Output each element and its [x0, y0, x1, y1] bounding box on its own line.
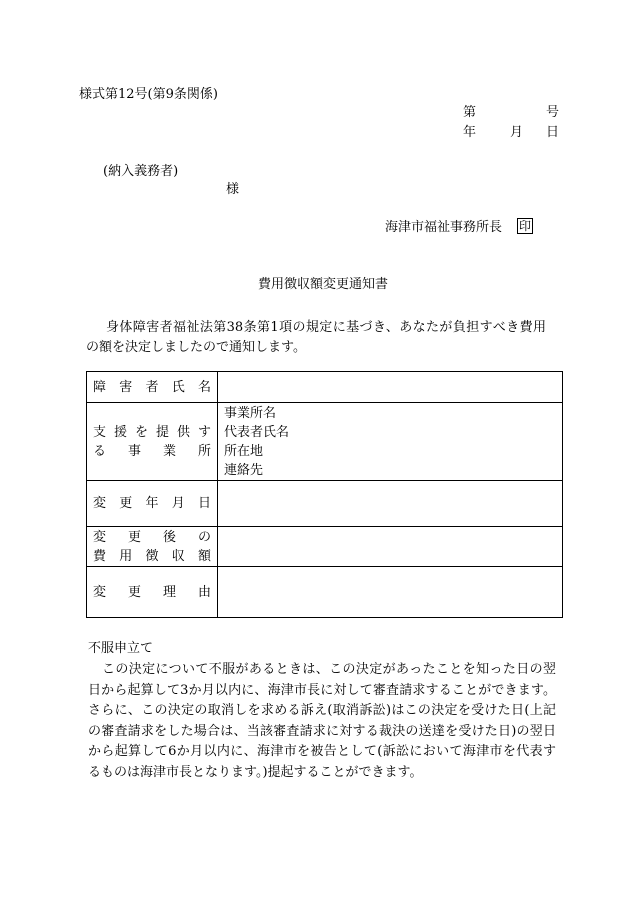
recipient-role: (納入義務者)	[103, 164, 179, 179]
label-amount-after-change	[87, 527, 218, 567]
table-row	[87, 527, 563, 567]
value-disabled-person-name	[218, 372, 563, 403]
table-row	[87, 481, 563, 527]
provider-field-address: 所在地	[224, 443, 264, 459]
table-row	[87, 372, 563, 403]
date-month-label: 月	[510, 125, 524, 140]
value-change-date	[218, 481, 563, 527]
label-provider	[87, 403, 218, 481]
issuer-name: 海津市福祉事務所長	[385, 220, 503, 235]
label-change-reason: 変更理由	[87, 567, 218, 618]
provider-field-representative: 代表者氏名	[224, 424, 290, 440]
table-row	[87, 567, 563, 618]
value-change-reason	[218, 567, 563, 618]
label-provider-line2: る事業所	[93, 443, 211, 459]
label-amount-line1: 変更後の	[93, 529, 211, 545]
appeal-heading: 不服申立て	[88, 641, 154, 656]
value-amount-after-change	[218, 527, 563, 567]
label-provider-line1: 支援を提供す	[93, 424, 211, 440]
seal-mark: 印	[519, 219, 532, 233]
recipient-honorific: 様	[226, 182, 240, 197]
date-year-label: 年	[463, 125, 477, 140]
intro-paragraph: 身体障害者福祉法第38条第1項の規定に基づき、あなたが負担すべき費用の額を決定しましたので通知します。	[86, 320, 546, 355]
label-disabled-person-name: 障害者氏名	[87, 372, 218, 403]
date-day-label: 日	[546, 125, 560, 140]
doc-number-prefix: 第	[463, 105, 477, 120]
form-number: 様式第12号(第9条関係)	[79, 87, 218, 102]
table-row	[87, 403, 563, 481]
provider-field-office-name: 事業所名	[224, 405, 277, 421]
label-change-date: 変更年月日	[87, 481, 218, 527]
info-table	[86, 371, 563, 618]
doc-number-suffix: 号	[546, 105, 560, 120]
document-title: 費用徴収額変更通知書	[258, 277, 389, 292]
provider-fields	[218, 403, 563, 481]
provider-field-contact: 連絡先	[224, 462, 264, 478]
appeal-body: この決定について不服があるときは、この決定があったことを知った日の翌日から起算して3か月以内に、海津市長に対して審査請求することができます。さらに、この決定の取消しを求める訴え(取消訴訟)はこの決定を受けた日(上記の審査請求をした場合は、当該審査請求に対する裁決の送達を受けた日)の翌日から起算して6か月以内に、海津市を被告として(訴訟において海津市を代表するものは海津市長となります。)提起することができます。	[88, 662, 556, 780]
label-amount-line2: 費用徴収額	[93, 548, 211, 564]
